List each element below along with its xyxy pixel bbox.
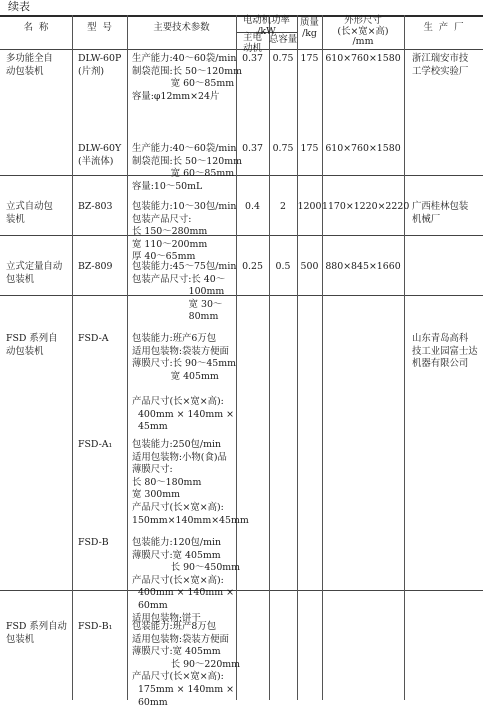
header-maker: 生 产 厂 xyxy=(423,22,464,33)
row-7-name: FSD 系列自动 包装机 xyxy=(6,621,67,645)
row-3-size: 880×845×1660 xyxy=(325,261,401,272)
row-4-name: FSD 系列自 动包装机 xyxy=(6,333,58,357)
row-6-params: 包装能力:120包/min 薄膜尺寸:宽 405mm 长 90～450mm 产品尺寸(长×宽×高): 400mm × 140mm × 60mm 适用包装物:饼干 xyxy=(132,537,241,624)
row-1-params: 生产能力:40～60袋/min 制袋范围:长 50～120mm 宽 60～85mm 容量:10～50mL xyxy=(132,143,242,192)
row-0-size: 610×760×1580 xyxy=(325,53,401,64)
row-4-params: 包装能力:班产6万包 适用包装物:袋装方便面 薄膜尺寸:长 90～45mm 宽 405mm 产品尺寸(长×宽×高): 400mm × 140mm × 45mm xyxy=(132,333,237,433)
row-6-model: FSD-B xyxy=(78,537,109,548)
row-3-mass: 500 xyxy=(300,261,319,272)
column-divider xyxy=(404,15,405,700)
row-7-model: FSD-B₁ xyxy=(78,621,113,632)
row-0-mass: 175 xyxy=(300,53,319,64)
row-0-model: DLW-60P (片剂) xyxy=(78,53,122,77)
header-main-motor: 主电 动机 xyxy=(243,32,262,54)
column-divider xyxy=(236,15,237,700)
column-divider xyxy=(72,15,73,700)
row-1-size: 610×760×1580 xyxy=(325,143,401,154)
row-3-name: 立式定量自动 包装机 xyxy=(6,261,63,285)
row-2-maker: 广西桂林包装 机械厂 xyxy=(412,201,469,225)
row-2-mass: 1200 xyxy=(297,201,322,212)
header-model: 型 号 xyxy=(87,22,112,33)
row-2-size: 1170×1220×2220 xyxy=(322,201,410,212)
header-params: 主要技术参数 xyxy=(153,22,210,33)
row-2-params: 包装能力:10～30包/min 包装产品尺寸: 长 150～280mm 宽 110～200mm 厚 40～65mm xyxy=(132,201,237,263)
header-power: 电动机功率 /kW xyxy=(243,15,290,37)
column-divider xyxy=(127,15,128,700)
row-3-model: BZ-809 xyxy=(78,261,113,272)
column-divider xyxy=(297,15,298,700)
row-7-params: 包装能力:班产8万包 适用包装物:袋装方便面 薄膜尺寸:宽 405mm 长 90～220mm 产品尺寸(长×宽×高): 175mm × 140mm × 60mm xyxy=(132,621,241,708)
row-2-name: 立式自动包 装机 xyxy=(6,201,53,225)
row-1-mass: 175 xyxy=(300,143,319,154)
column-divider xyxy=(322,15,323,700)
row-1-main: 0.37 xyxy=(242,143,263,154)
row-1-model: DLW-60Y (半流体) xyxy=(78,143,122,167)
row-0-main: 0.37 xyxy=(242,53,263,64)
row-3-params: 包装能力:45～75包/min 包装产品尺寸:长 40～ 100mm 宽 30～ 80mm xyxy=(132,261,237,323)
row-4-maker: 山东青岛高科 技工业园富士达 机器有限公司 xyxy=(412,333,478,370)
row-0-maker: 浙江瑞安市技 工学校实验厂 xyxy=(412,53,469,77)
row-2-main: 0.4 xyxy=(245,201,260,212)
row-3-main: 0.25 xyxy=(242,261,263,272)
row-0-params: 生产能力:40～60袋/min 制袋范围:长 50～120mm 宽 60～85mm 容量:φ12mm×24片 xyxy=(132,53,242,102)
row-0-total: 0.75 xyxy=(272,53,294,64)
row-5-params: 包装能力:250包/min 适用包装物:小物(食)品 薄膜尺寸: 长 80～180mm 宽 300mm 产品尺寸(长×宽×高): 150mm×140mm×45mm xyxy=(132,439,249,526)
row-1-total: 0.75 xyxy=(272,143,294,154)
table-caption: 续表 xyxy=(8,0,30,13)
row-0-name: 多功能全自 动包装机 xyxy=(6,53,53,77)
column-divider xyxy=(269,15,270,700)
row-3-total: 0.5 xyxy=(275,261,291,272)
header-mass: 质量 /kg xyxy=(300,17,319,39)
header-total-capacity: 总容量 xyxy=(269,34,298,45)
row-4-model: FSD-A xyxy=(78,333,109,344)
row-2-model: BZ-803 xyxy=(78,201,113,212)
row-2-total: 2 xyxy=(280,201,286,212)
row-5-model: FSD-A₁ xyxy=(78,439,113,450)
header-size: 外形尺寸 (长×宽×高) /mm xyxy=(337,15,389,47)
header-name: 名 称 xyxy=(23,22,49,33)
spec-table xyxy=(0,15,483,708)
